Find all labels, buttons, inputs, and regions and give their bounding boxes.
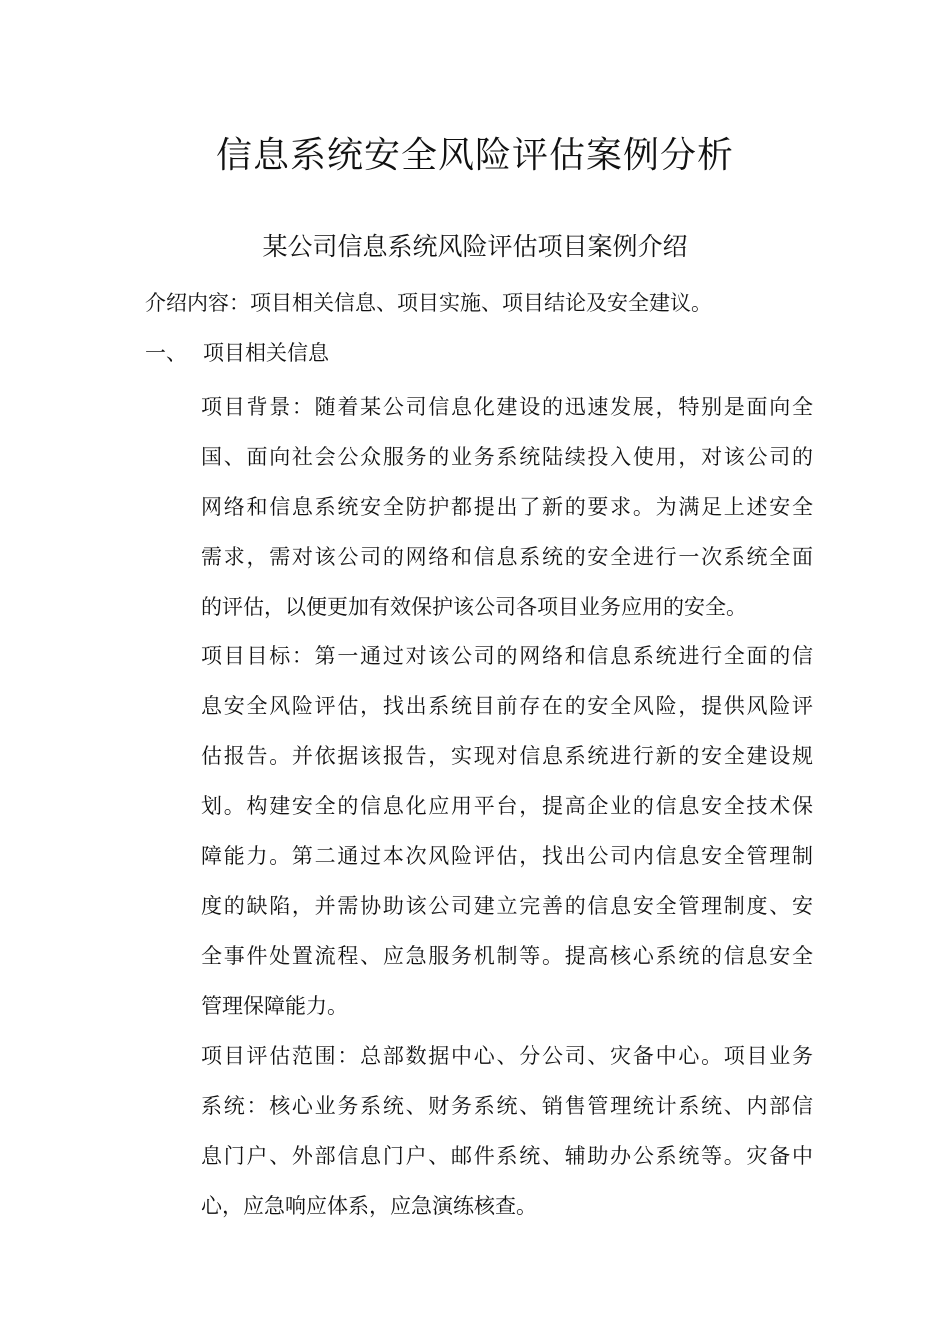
paragraph-line: 估报告。并依据该报告，实现对信息系统进行新的安全建设规 [201, 744, 813, 768]
paragraph-line: 项目评估范围：总部数据中心、分公司、灾备中心。项目业务 [201, 1044, 813, 1068]
section-title: 项目相关信息 [203, 341, 329, 365]
paragraph-line: 息门户、外部信息门户、邮件系统、辅助办公系统等。灾备中 [201, 1144, 813, 1168]
paragraph-line: 需求，需对该公司的网络和信息系统的安全进行一次系统全面 [201, 545, 813, 569]
section-heading [145, 336, 845, 370]
document-title: 信息系统安全风险评估案例分析 [215, 135, 734, 176]
project-scope-paragraph [201, 1031, 813, 1231]
paragraph-line: 划。构建安全的信息化应用平台，提高企业的信息安全技术保 [201, 794, 813, 818]
project-background-paragraph [201, 382, 813, 632]
paragraph-line: 网络和信息系统安全防护都提出了新的要求。为满足上述安全 [201, 495, 813, 519]
paragraph-line: 项目背景：随着某公司信息化建设的迅速发展，特别是面向全 [201, 395, 813, 419]
section-number: 一、 [145, 341, 187, 365]
paragraph-line: 的评估，以便更加有效保护该公司各项目业务应用的安全。 [201, 595, 747, 619]
paragraph-line: 度的缺陷，并需协助该公司建立完善的信息安全管理制度、安 [201, 894, 813, 918]
paragraph-line: 全事件处置流程、应急服务机制等。提高核心系统的信息安全 [201, 944, 813, 968]
paragraph-line: 心，应急响应体系，应急演练核查。 [201, 1194, 537, 1218]
paragraph-line: 国、面向社会公众服务的业务系统陆续投入使用，对该公司的 [201, 445, 813, 469]
project-objective-paragraph [201, 631, 813, 1031]
paragraph-line: 系统：核心业务系统、财务系统、销售管理统计系统、内部信 [201, 1094, 813, 1118]
paragraph-line: 管理保障能力。 [201, 994, 348, 1018]
paragraph-line: 息安全风险评估，找出系统目前存在的安全风险，提供风险评 [201, 694, 813, 718]
paragraph-line: 障能力。第二通过本次风险评估，找出公司内信息安全管理制 [201, 844, 813, 868]
paragraph-line: 项目目标：第一通过对该公司的网络和信息系统进行全面的信 [201, 644, 813, 668]
intro-paragraph: 介绍内容：项目相关信息、项目实施、项目结论及安全建议。 [145, 291, 712, 315]
document-subtitle: 某公司信息系统风险评估项目案例介绍 [262, 232, 688, 261]
